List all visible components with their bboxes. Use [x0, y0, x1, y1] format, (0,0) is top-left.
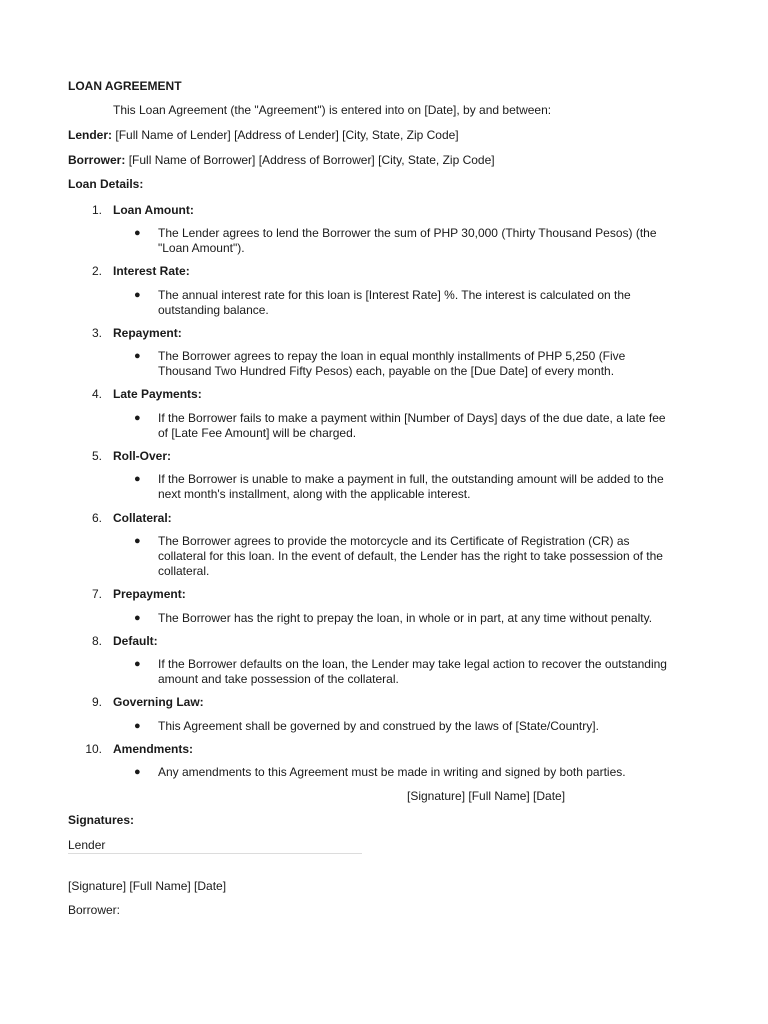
document-title: LOAN AGREEMENT	[68, 79, 182, 93]
section-number: 9.	[91, 695, 102, 709]
text-line: outstanding balance.	[158, 303, 269, 317]
text-line: Thousand Two Hundred Fifty Pesos) each, payable on the [Due Date] of every month.	[158, 364, 615, 378]
section-number: 3.	[91, 326, 102, 340]
bullet-icon: ●	[134, 535, 141, 547]
section-text	[158, 411, 713, 441]
borrower-sign-label: Borrower:	[68, 903, 121, 917]
text-line: amount and take possession of the collateral.	[158, 672, 399, 686]
bullet-icon: ●	[134, 658, 141, 670]
section-text	[158, 288, 713, 318]
loan-details-heading: Loan Details:	[68, 177, 144, 191]
section-title: Roll-Over:	[113, 449, 172, 463]
lender-value: [Full Name of Lender] [Address of Lender] [City, State, Zip Code]	[115, 128, 459, 142]
intro-paragraph: This Loan Agreement (the "Agreement") is entered into on [Date], by and between:	[113, 103, 552, 117]
section-number: 1.	[91, 203, 102, 217]
section-title: Collateral:	[113, 511, 172, 525]
section-title: Repayment:	[113, 326, 182, 340]
text-line: If the Borrower fails to make a payment within [Number of Days] days of the due date, a late fee	[158, 411, 666, 425]
section-text	[158, 349, 713, 379]
text-line: If the Borrower is unable to make a payment in full, the outstanding amount will be added to the	[158, 472, 664, 486]
bullet-icon: ●	[134, 412, 141, 424]
signature-divider	[68, 853, 362, 854]
text-line: Any amendments to this Agreement must be made in writing and signed by both parties.	[158, 765, 626, 779]
section-number: 2.	[91, 264, 102, 278]
section-title: Interest Rate:	[113, 264, 190, 278]
text-line: The Borrower agrees to provide the motorcycle and its Certificate of Registration (CR) as	[158, 534, 630, 548]
section-text	[158, 611, 713, 626]
section-text	[158, 472, 713, 502]
text-line: collateral.	[158, 564, 210, 578]
text-line: The Borrower has the right to prepay the loan, in whole or in part, at any time without penalty.	[158, 611, 653, 625]
text-line: The annual interest rate for this loan is [Interest Rate] %. The interest is calculated on the	[158, 288, 631, 302]
bullet-icon: ●	[134, 720, 141, 732]
lender-label: Lender:	[68, 128, 113, 142]
section-number: 10.	[85, 742, 102, 756]
section-title: Default:	[113, 634, 158, 648]
bullet-icon: ●	[134, 612, 141, 624]
bullet-icon: ●	[134, 227, 141, 239]
text-line: collateral for this loan. In the event of default, the Lender has the right to take possession of the	[158, 549, 663, 563]
section-number: 4.	[91, 387, 102, 401]
signature-placeholder-top: [Signature] [Full Name] [Date]	[407, 789, 566, 803]
section-title: Amendments:	[113, 742, 194, 756]
section-text	[158, 719, 713, 734]
section-text	[158, 765, 713, 780]
section-number: 8.	[91, 634, 102, 648]
section-text	[158, 226, 713, 256]
text-line: The Borrower agrees to repay the loan in equal monthly installments of PHP 5,250 (Five	[158, 349, 626, 363]
section-text	[158, 534, 713, 579]
section-text	[158, 657, 713, 687]
borrower-label: Borrower:	[68, 153, 126, 167]
borrower-value: [Full Name of Borrower] [Address of Borrower] [City, State, Zip Code]	[128, 153, 495, 167]
text-line: This Agreement shall be governed by and construed by the laws of [State/Country].	[158, 719, 599, 733]
section-title: Loan Amount:	[113, 203, 194, 217]
text-line: next month's installment, along with the applicable interest.	[158, 487, 471, 501]
text-line: "Loan Amount").	[158, 241, 245, 255]
text-line: of [Late Fee Amount] will be charged.	[158, 426, 357, 440]
text-line: If the Borrower defaults on the loan, the Lender may take legal action to recover the outstanding	[158, 657, 667, 671]
signature-placeholder-bottom: [Signature] [Full Name] [Date]	[68, 879, 227, 893]
bullet-icon: ●	[134, 289, 141, 301]
section-title: Late Payments:	[113, 387, 202, 401]
signatures-heading: Signatures:	[68, 813, 135, 827]
lender-line	[68, 128, 459, 143]
bullet-icon: ●	[134, 766, 141, 778]
text-line: The Lender agrees to lend the Borrower the sum of PHP 30,000 (Thirty Thousand Pesos) (the	[158, 226, 657, 240]
bullet-icon: ●	[134, 473, 141, 485]
borrower-line	[68, 153, 495, 168]
section-number: 5.	[91, 449, 102, 463]
bullet-icon: ●	[134, 350, 141, 362]
section-title: Prepayment:	[113, 587, 186, 601]
section-number: 7.	[91, 587, 102, 601]
section-number: 6.	[91, 511, 102, 525]
section-title: Governing Law:	[113, 695, 204, 709]
lender-sign-label: Lender	[68, 838, 106, 852]
